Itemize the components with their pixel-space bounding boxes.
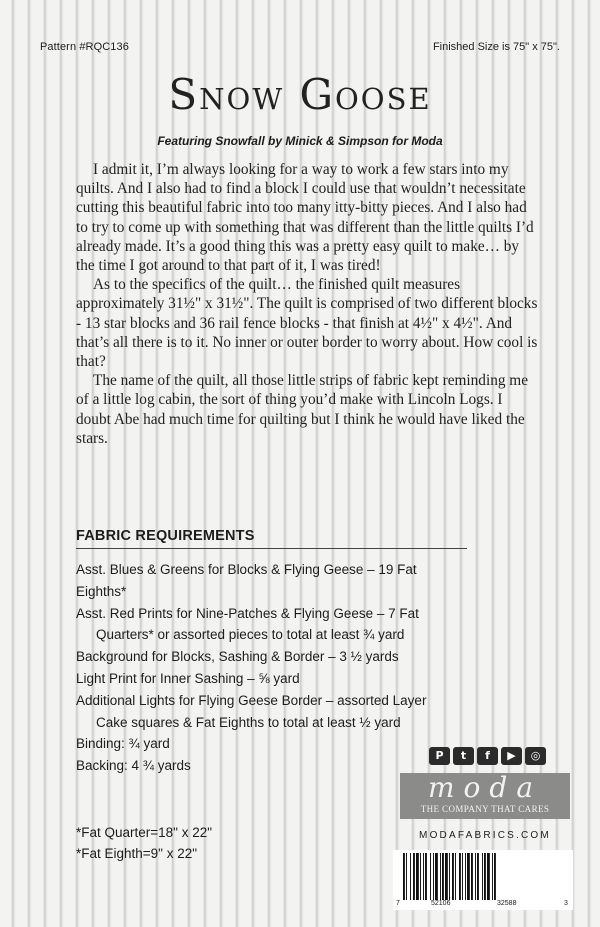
barcode-bar [492, 853, 493, 900]
twitter-icon[interactable]: t [453, 747, 474, 765]
barcode-bar [452, 853, 454, 900]
description-paragraph-1: I admit it, I’m always looking for a way to work a few stars into my quilts. And I also had to find a block I could use that wouldn’t necessitate cutting this beautiful fabric into too many itty-bitty pieces. And I also had to try to come up with something that was different than the little quilts I’d already made. It’s a good thing this was a pretty easy quilt to make… by the time I got around to that part of it, I was tired! [76, 161, 534, 275]
barcode-bar [433, 853, 434, 900]
barcode-bar [423, 853, 424, 900]
barcode-digit: 32588 [497, 900, 517, 907]
barcode-bar [482, 853, 483, 900]
requirement-line: Backing: 4 ¾ yards [76, 758, 191, 774]
barcode-bar [410, 853, 411, 900]
requirement-line: Asst. Red Prints for Nine-Patches & Flying Geese – 7 Fat [76, 605, 419, 621]
barcode-bar [430, 853, 431, 900]
fabric-requirements-list [76, 559, 496, 777]
barcode-bar [416, 853, 419, 900]
description-paragraph-3: The name of the quilt, all those little strips of fabric kept reminding me of a little log cabin, the sort of thing you’d make with Lincoln Logs. I doubt Abe had much time for quilting but I think he would have liked the stars. [76, 372, 528, 447]
barcode-bar [435, 853, 438, 900]
website-url[interactable]: MODAFABRICS.COM [419, 830, 551, 841]
barcode-bar [487, 853, 490, 900]
pattern-title: Snow Goose [168, 70, 432, 119]
youtube-icon[interactable]: ▶ [501, 747, 522, 765]
barcode-bar [467, 853, 470, 900]
barcode-bar [449, 853, 450, 900]
footnote-fat-eighth: *Fat Eighth=9" x 22" [76, 845, 198, 861]
moda-logo [400, 773, 570, 819]
requirement-line: Eighths* [76, 583, 127, 599]
requirement-line: Additional Lights for Flying Geese Border – assorted Layer [76, 692, 427, 708]
requirement-line: Light Print for Inner Sashing – ⅝ yard [76, 670, 300, 686]
barcode-bar [403, 853, 405, 900]
pinterest-icon[interactable]: P [429, 747, 450, 765]
description-paragraph-2: As to the specifics of the quilt… the finished quilt measures approximately 31½" x 31½". The quilt is comprised of two different blocks - 13 star blocks and 36 rail fence blocks - that finish at 4½" x 4½". And that’s all there is to it. No inner or outer border to worry about. How cool is that? [76, 276, 538, 371]
barcode-bar [494, 853, 496, 900]
requirement-line: Quarters* or assorted pieces to total at least ¾ yard [96, 627, 405, 643]
footnotes [76, 823, 212, 864]
fabric-requirements-heading: FABRIC REQUIREMENTS [76, 528, 255, 544]
barcode-bar [455, 853, 456, 900]
pattern-subtitle: Featuring Snowfall by Minick & Simpson for Moda [157, 134, 443, 148]
barcode-bar [425, 853, 427, 900]
logo-wordmark: moda [427, 771, 543, 804]
requirement-line: Binding: ¾ yard [76, 736, 170, 752]
barcode-bar [406, 853, 407, 900]
finished-size: Finished Size is 75" x 75". [432, 41, 560, 53]
facebook-icon[interactable]: f [477, 747, 498, 765]
requirement-line: Asst. Blues & Greens for Blocks & Flying Geese – 19 Fat [76, 562, 417, 577]
instagram-icon[interactable]: ◎ [525, 747, 546, 765]
barcode-bar [440, 853, 441, 900]
footnote-fat-quarter: *Fat Quarter=18" x 22" [76, 825, 213, 840]
barcode-digit: 7 [396, 900, 400, 907]
barcode-bar [413, 853, 415, 900]
barcode-bar [445, 853, 448, 900]
barcode-bar [420, 853, 421, 900]
barcode-bar [484, 853, 486, 900]
barcode-bar [462, 853, 463, 900]
barcode-bar [459, 853, 461, 900]
barcode-bar [477, 853, 479, 900]
barcode-bar [442, 853, 444, 900]
description [76, 160, 538, 448]
barcode-bars [403, 853, 563, 900]
pattern-number: Pattern #RQC136 [40, 41, 129, 53]
barcode-bar [471, 853, 473, 900]
social-icons [429, 747, 546, 765]
barcode [393, 850, 573, 910]
logo-tagline: THE COMPANY THAT CARES [420, 804, 550, 814]
barcode-digit: 3 [564, 900, 568, 907]
heading-divider [76, 548, 467, 549]
barcode-digit: 52106 [431, 900, 451, 907]
barcode-bar [465, 853, 466, 900]
barcode-bar [475, 853, 476, 900]
requirement-line: Cake squares & Fat Eighths to total at least ½ yard [96, 714, 401, 730]
requirement-line: Background for Blocks, Sashing & Border – 3 ½ yards [76, 649, 399, 665]
